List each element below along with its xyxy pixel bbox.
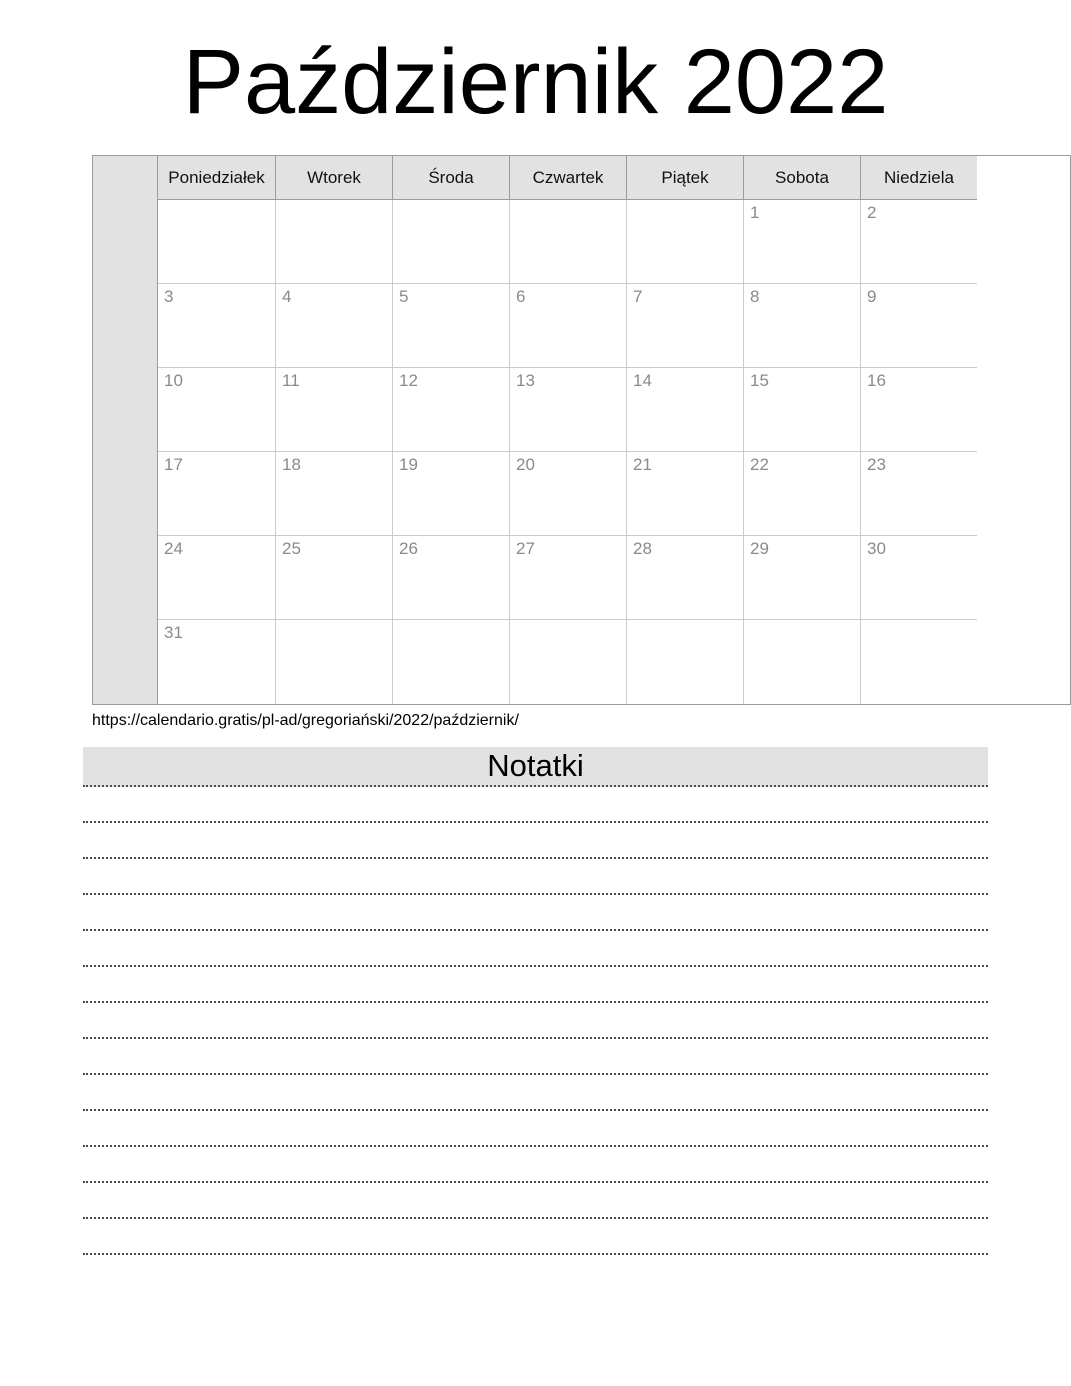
day-number: 12 — [399, 371, 418, 390]
calendar-day-cell — [158, 200, 275, 284]
day-number — [158, 200, 275, 203]
source-url: https://calendario.gratis/pl-ad/gregoriański/2022/październik/ — [92, 712, 519, 729]
calendar-day-cell — [392, 200, 509, 284]
calendar-day-cell — [860, 620, 977, 704]
day-number: 26 — [399, 539, 418, 558]
calendar-day-cell — [392, 620, 509, 704]
calendar-day-cell — [392, 284, 509, 368]
note-line — [83, 1147, 988, 1183]
day-number — [510, 200, 626, 203]
calendar-day-cell — [860, 368, 977, 452]
day-number: 21 — [633, 455, 652, 474]
day-number: 8 — [750, 287, 760, 306]
day-number — [627, 200, 743, 203]
calendar-day-cell — [509, 200, 626, 284]
day-number: 13 — [516, 371, 535, 390]
day-number: 15 — [750, 371, 769, 390]
calendar-day-cell — [743, 284, 860, 368]
day-number: 3 — [164, 287, 174, 306]
note-line — [83, 931, 988, 967]
calendar-day-cell — [743, 368, 860, 452]
note-line — [83, 1075, 988, 1111]
note-line — [83, 787, 988, 823]
calendar-day-cell — [860, 284, 977, 368]
day-header-friday: Piątek — [626, 156, 743, 200]
calendar-day-cell — [158, 368, 275, 452]
note-line — [83, 1003, 988, 1039]
notes-section — [83, 747, 988, 1255]
day-header-tuesday: Wtorek — [275, 156, 392, 200]
day-number — [393, 620, 509, 623]
day-header-saturday: Sobota — [743, 156, 860, 200]
day-number: 9 — [867, 287, 877, 306]
calendar-day-cell — [743, 200, 860, 284]
calendar-day-cell — [275, 284, 392, 368]
calendar-day-cell — [743, 452, 860, 536]
note-line — [83, 859, 988, 895]
day-number — [393, 200, 509, 203]
note-line — [83, 895, 988, 931]
day-number — [510, 620, 626, 623]
note-line — [83, 967, 988, 1003]
note-line — [83, 1111, 988, 1147]
calendar-day-cell — [275, 452, 392, 536]
calendar-day-cell — [275, 536, 392, 620]
day-number: 2 — [867, 203, 877, 222]
calendar-day-cell — [626, 284, 743, 368]
day-header-monday: Poniedziałek — [158, 156, 275, 200]
calendar-gutter — [93, 156, 158, 704]
calendar-day-cell — [860, 452, 977, 536]
calendar-day-cell — [392, 368, 509, 452]
day-number: 5 — [399, 287, 409, 306]
day-number: 18 — [282, 455, 301, 474]
notes-title: Notatki — [487, 748, 584, 783]
notes-header — [83, 747, 988, 787]
day-number: 31 — [164, 623, 183, 642]
day-header-thursday: Czwartek — [509, 156, 626, 200]
calendar-day-cell — [626, 368, 743, 452]
day-number: 22 — [750, 455, 769, 474]
day-number: 4 — [282, 287, 292, 306]
note-line — [83, 1039, 988, 1075]
day-number: 1 — [750, 203, 760, 222]
day-header-wednesday: Środa — [392, 156, 509, 200]
note-line — [83, 823, 988, 859]
calendar-day-cell — [743, 620, 860, 704]
day-number: 23 — [867, 455, 886, 474]
calendar-day-cell — [509, 536, 626, 620]
day-number: 20 — [516, 455, 535, 474]
day-number: 7 — [633, 287, 643, 306]
calendar-day-cell — [275, 620, 392, 704]
day-number: 24 — [164, 539, 183, 558]
calendar-day-cell — [509, 620, 626, 704]
calendar-day-cell — [509, 368, 626, 452]
calendar-day-cell — [275, 200, 392, 284]
day-header-sunday: Niedziela — [860, 156, 977, 200]
day-number: 11 — [282, 371, 300, 390]
day-number: 16 — [867, 371, 886, 390]
calendar-day-cell — [626, 452, 743, 536]
day-number: 28 — [633, 539, 652, 558]
calendar-day-cell — [158, 620, 275, 704]
day-number: 6 — [516, 287, 526, 306]
day-number: 19 — [399, 455, 418, 474]
day-number: 17 — [164, 455, 183, 474]
day-number: 14 — [633, 371, 652, 390]
day-number — [627, 620, 743, 623]
calendar-day-cell — [626, 536, 743, 620]
calendar-day-cell — [509, 284, 626, 368]
page-title: Październik 2022 — [182, 31, 889, 133]
calendar-table — [92, 155, 1071, 705]
day-number — [861, 620, 977, 623]
calendar-day-cell — [509, 452, 626, 536]
calendar-day-cell — [392, 452, 509, 536]
calendar-day-cell — [626, 200, 743, 284]
day-number: 10 — [164, 371, 183, 390]
day-number — [276, 620, 392, 623]
calendar-day-cell — [860, 200, 977, 284]
calendar-day-cell — [158, 452, 275, 536]
day-number — [276, 200, 392, 203]
calendar-day-cell — [860, 536, 977, 620]
note-line — [83, 1183, 988, 1219]
day-number: 30 — [867, 539, 886, 558]
day-number: 27 — [516, 539, 535, 558]
day-number: 29 — [750, 539, 769, 558]
calendar-day-cell — [158, 284, 275, 368]
calendar-day-cell — [158, 536, 275, 620]
day-number — [744, 620, 860, 623]
calendar-day-cell — [392, 536, 509, 620]
note-line — [83, 1219, 988, 1255]
calendar-day-cell — [275, 368, 392, 452]
day-number: 25 — [282, 539, 301, 558]
calendar-day-cell — [743, 536, 860, 620]
calendar-day-cell — [626, 620, 743, 704]
